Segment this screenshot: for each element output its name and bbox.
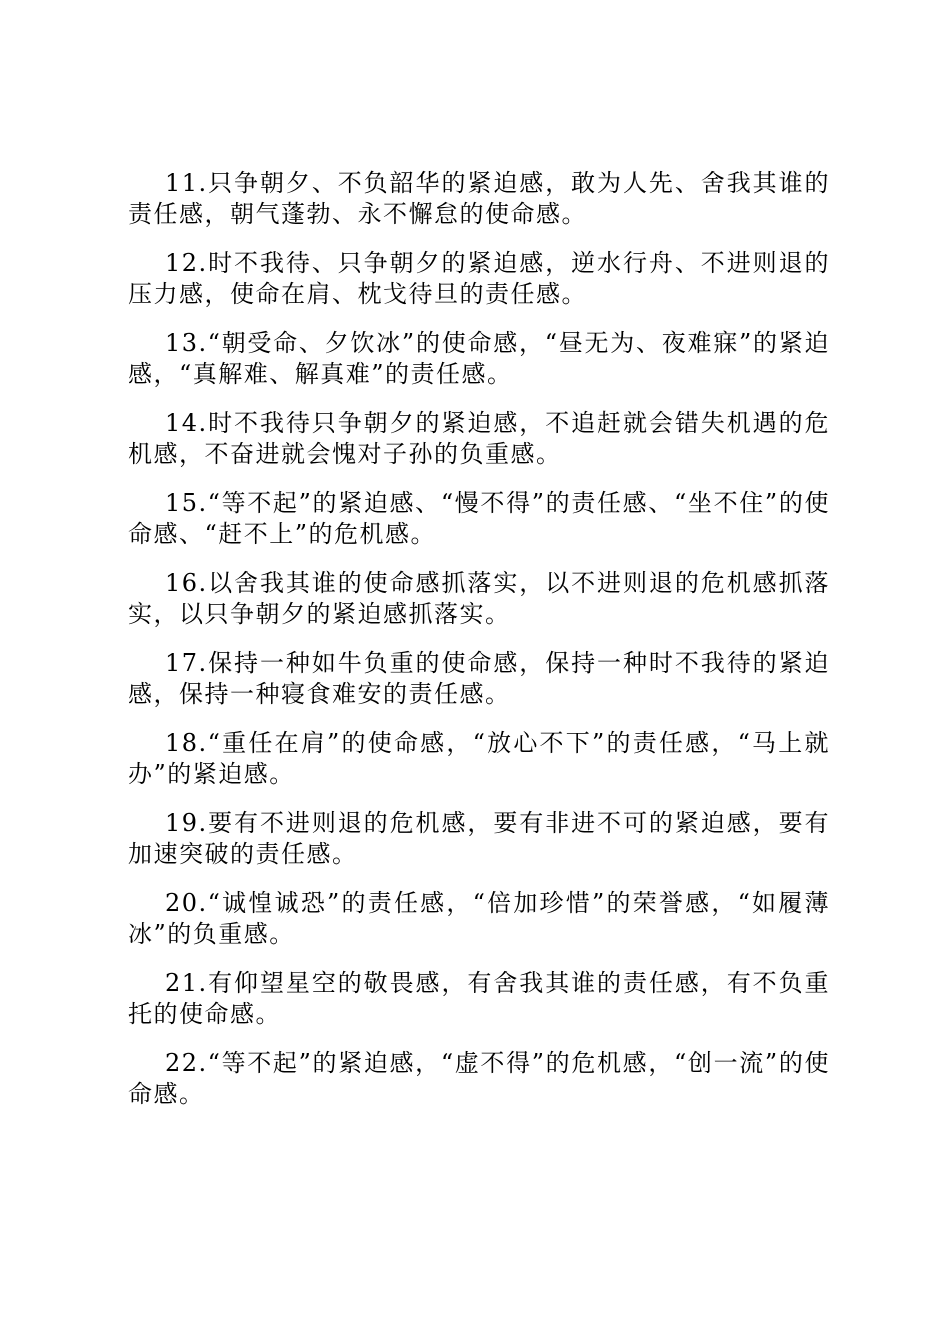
paragraph-13: 13.“朝受命、夕饮冰”的使命感，“昼无为、夜难寐”的紧迫感，“真解难、解真难”的责任感。: [128, 329, 830, 388]
paragraph-11: 11.只争朝夕、不负韶华的紧迫感，敢为人先、舍我其谁的责任感，朝气蓬勃、永不懈怠的使命感。: [128, 169, 830, 228]
paragraph-19: 19.要有不进则退的危机感，要有非进不可的紧迫感，要有加速突破的责任感。: [128, 809, 830, 868]
paragraph-22: 22.“等不起”的紧迫感，“虚不得”的危机感，“创一流”的使命感。: [128, 1049, 830, 1108]
document-body: [128, 168, 830, 1128]
paragraph-18: 18.“重任在肩”的使命感，“放心不下”的责任感，“马上就办”的紧迫感。: [128, 729, 830, 788]
paragraph-16: 16.以舍我其谁的使命感抓落实，以不进则退的危机感抓落实，以只争朝夕的紧迫感抓落实。: [128, 569, 830, 628]
paragraph-15: 15.“等不起”的紧迫感、“慢不得”的责任感、“坐不住”的使命感、“赶不上”的危机感。: [128, 489, 830, 548]
paragraph-14: 14.时不我待只争朝夕的紧迫感，不追赶就会错失机遇的危机感，不奋进就会愧对子孙的负重感。: [128, 409, 830, 468]
paragraph-21: 21.有仰望星空的敬畏感，有舍我其谁的责任感，有不负重托的使命感。: [128, 969, 830, 1028]
paragraph-12: 12.时不我待、只争朝夕的紧迫感，逆水行舟、不进则退的压力感，使命在肩、枕戈待旦的责任感。: [128, 249, 830, 308]
paragraph-20: 20.“诚惶诚恐”的责任感，“倍加珍惜”的荣誉感，“如履薄冰”的负重感。: [128, 889, 830, 948]
paragraph-17: 17.保持一种如牛负重的使命感，保持一种时不我待的紧迫感，保持一种寝食难安的责任感。: [128, 649, 830, 708]
